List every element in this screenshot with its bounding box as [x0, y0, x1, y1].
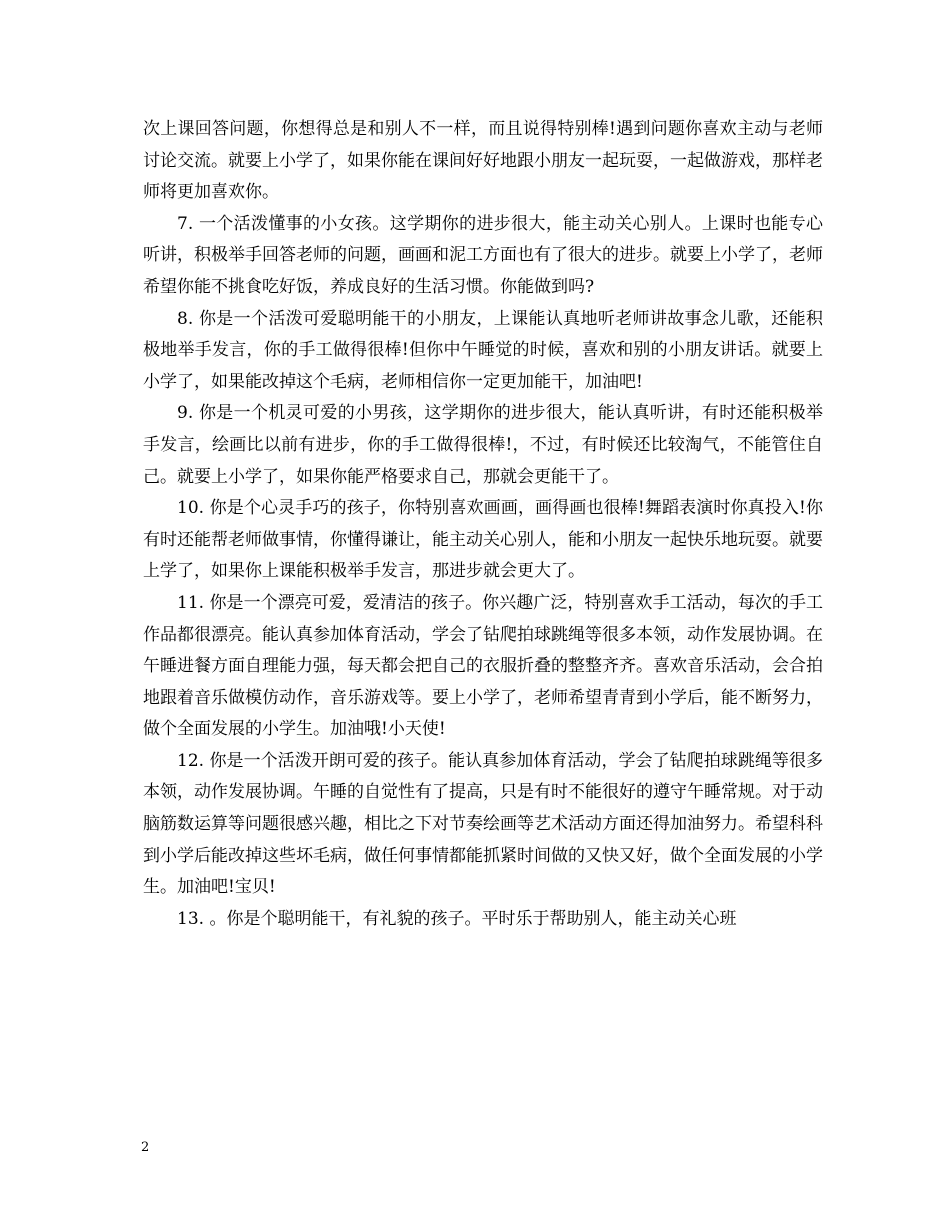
paragraph-item-13: 13. 。你是个聪明能干，有礼貌的孩子。平时乐于帮助别人，能主动关心班 [177, 908, 737, 929]
document-body [143, 114, 823, 935]
paragraph-item-12: 12. 你是一个活泼开朗可爱的孩子。能认真参加体育活动，学会了钻爬拍球跳绳等很多本领，动作发展协调。午睡的自觉性有了提高，只是有时不能很好的遵守午睡常规。对于动脑筋数运算等问题很感兴趣，相比之下对节奏绘画等艺术活动方面还得加油努力。希望科科到小学后能改掉这些坏毛病，做任何事情都能抓紧时间做的又快又好，做个全面发展的小学生。加油吧!宝贝! [143, 750, 823, 898]
page-number: 2 [141, 1140, 150, 1155]
paragraph-continuation: 次上课回答问题，你想得总是和别人不一样，而且说得特别棒!遇到问题你喜欢主动与老师讨论交流。就要上小学了，如果你能在课间好好地跟小朋友一起玩耍，一起做游戏，那样老师将更加喜欢你。 [143, 119, 823, 203]
paragraph-item-9: 9. 你是一个机灵可爱的小男孩，这学期你的进步很大，能认真听讲，有时还能积极举手发言，绘画比以前有进步，你的手工做得很棒!，不过，有时候还比较淘气，不能管住自己。就要上小学了，如果你能严格要求自己，那就会更能干了。 [143, 403, 823, 487]
paragraph-item-10: 10. 你是个心灵手巧的孩子，你特别喜欢画画，画得画也很棒!舞蹈表演时你真投入!你有时还能帮老师做事情，你懂得谦让，能主动关心别人，能和小朋友一起快乐地玩耍。就要上学了，如果你上课能积极举手发言，那进步就会更大了。 [143, 498, 823, 582]
paragraph-item-8: 8. 你是一个活泼可爱聪明能干的小朋友，上课能认真地听老师讲故事念儿歌，还能积极地举手发言，你的手工做得很棒!但你中午睡觉的时候，喜欢和别的小朋友讲话。就要上小学了，如果能改掉这个毛病，老师相信你一定更加能干，加油吧! [143, 308, 823, 392]
paragraph-item-7: 7. 一个活泼懂事的小女孩。这学期你的进步很大，能主动关心别人。上课时也能专心听讲，积极举手回答老师的问题，画画和泥工方面也有了很大的进步。就要上小学了，老师希望你能不挑食吃好饭，养成良好的生活习惯。你能做到吗? [143, 213, 823, 297]
paragraph-item-11: 11. 你是一个漂亮可爱，爱清洁的孩子。你兴趣广泛，特别喜欢手工活动，每次的手工作品都很漂亮。能认真参加体育活动，学会了钻爬拍球跳绳等很多本领，动作发展协调。在午睡进餐方面自理能力强，每天都会把自己的衣服折叠的整整齐齐。喜欢音乐活动，会合拍地跟着音乐做模仿动作，音乐游戏等。要上小学了，老师希望青青到小学后，能不断努力，做个全面发展的小学生。加油哦!小天使! [143, 592, 823, 740]
